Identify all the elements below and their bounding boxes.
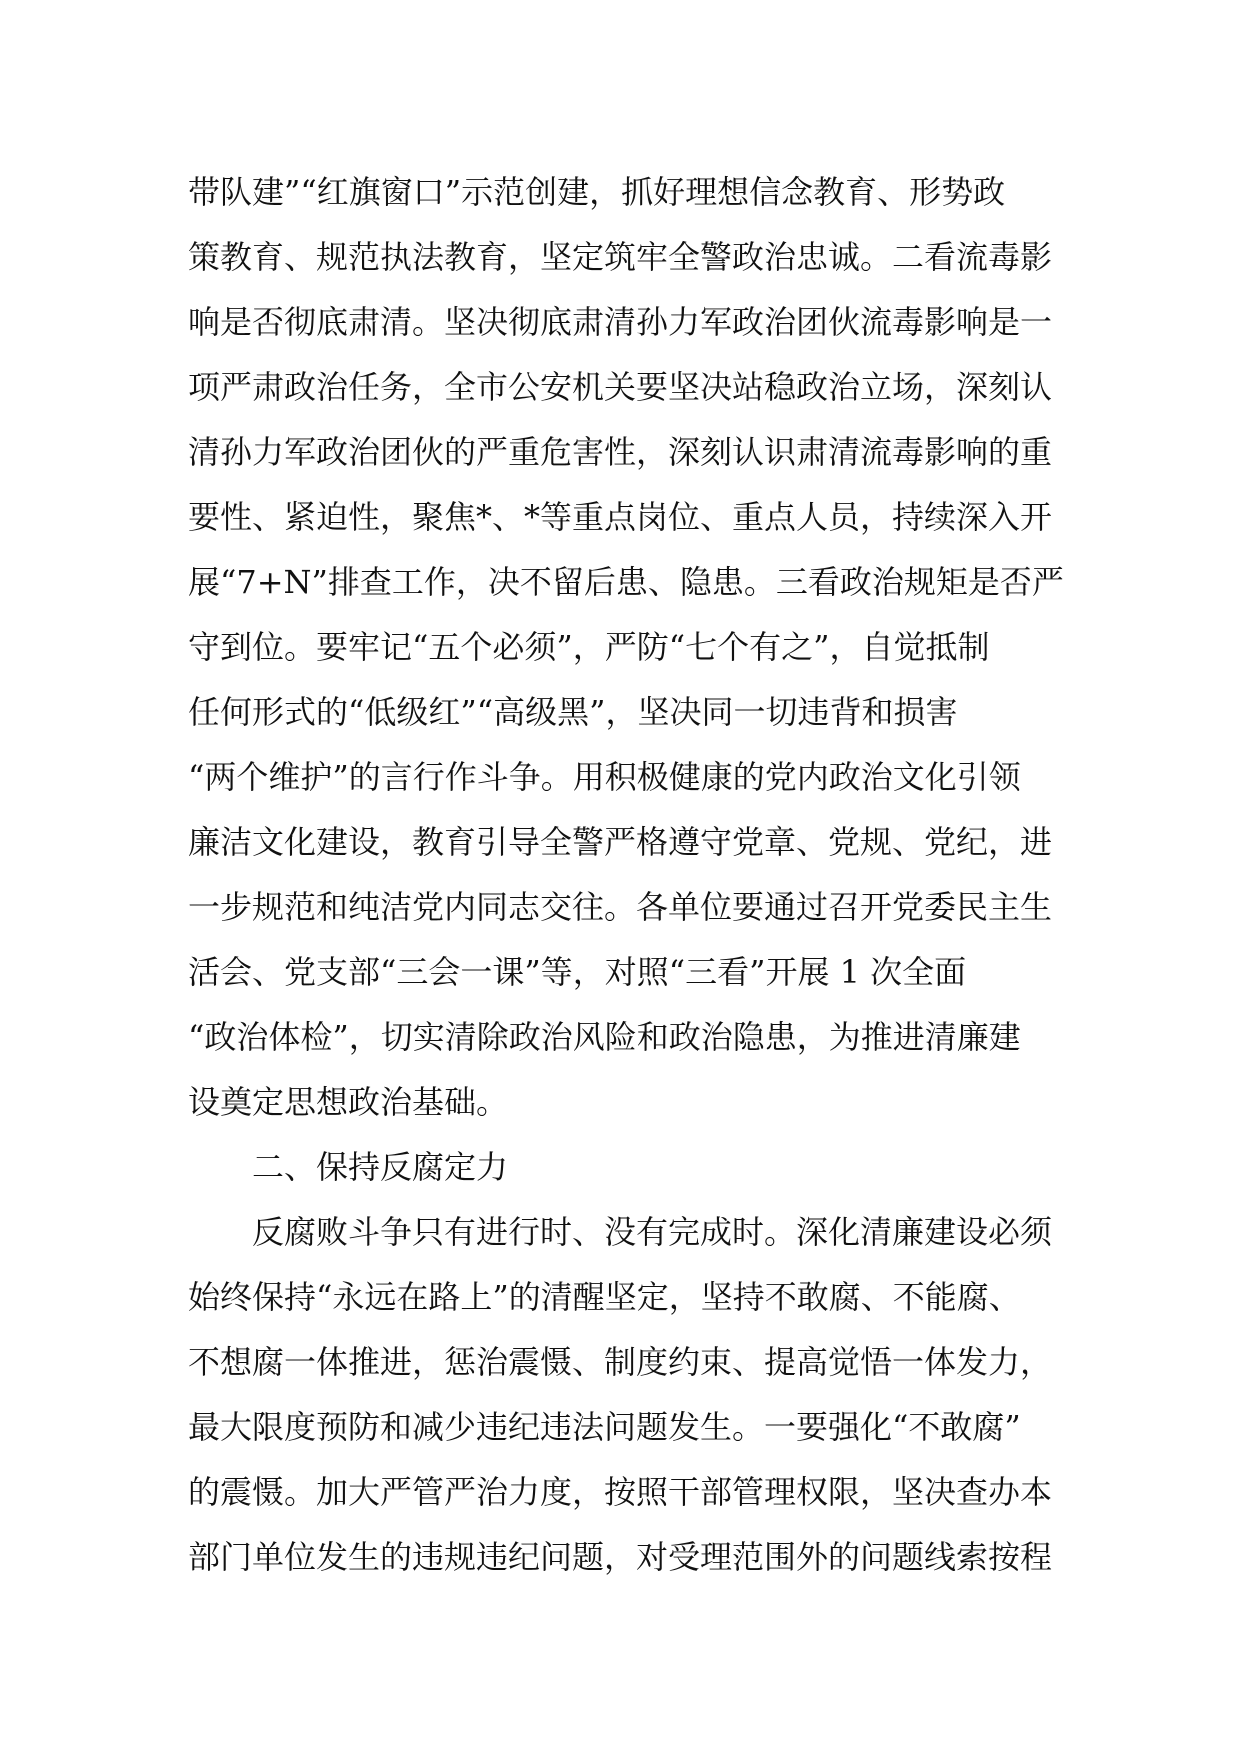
- text-line: 活会、党支部“三会一课”等，对照“三看”开展 1 次全面: [188, 953, 967, 991]
- document-body: [188, 160, 1064, 1590]
- text-line: 部门单位发生的违规违纪问题，对受理范围外的问题线索按程: [188, 1538, 1053, 1576]
- text-line: 任何形式的“低级红”“高级黑”，坚决同一切违背和损害: [188, 693, 958, 731]
- text-line: 廉洁文化建设，教育引导全警严格遵守党章、党规、党纪，进: [188, 823, 1053, 861]
- text-line: “两个维护”的言行作斗争。用积极健康的党内政治文化引领: [188, 758, 1021, 796]
- text-line: 要性、紧迫性，聚焦*、*等重点岗位、重点人员，持续深入开: [188, 498, 1053, 536]
- text-line: 设奠定思想政治基础。: [188, 1083, 509, 1121]
- text-line: 策教育、规范执法教育，坚定筑牢全警政治忠诚。二看流毒影: [188, 238, 1053, 276]
- text-line: 展“7+N”排查工作，决不留后患、隐患。三看政治规矩是否严: [188, 563, 1064, 601]
- text-line: 不想腐一体推进，惩治震慑、制度约束、提高觉悟一体发力，: [188, 1343, 1053, 1381]
- text-line: 反腐败斗争只有进行时、没有完成时。深化清廉建设必须: [252, 1213, 1053, 1251]
- text-line: 项严肃政治任务，全市公安机关要坚决站稳政治立场，深刻认: [188, 368, 1053, 406]
- text-line: “政治体检”，切实清除政治风险和政治隐患，为推进清廉建: [188, 1018, 1021, 1056]
- text-line: 清孙力军政治团伙的严重危害性，深刻认识肃清流毒影响的重: [188, 433, 1053, 471]
- text-line: 响是否彻底肃清。坚决彻底肃清孙力军政治团伙流毒影响是一: [188, 303, 1053, 341]
- section-heading: 二、保持反腐定力: [252, 1148, 509, 1186]
- text-line: 带队建”“红旗窗口”示范创建，抓好理想信念教育、形势政: [188, 173, 1006, 211]
- paragraph-political-inspection: [188, 160, 1064, 1135]
- text-line: 一步规范和纯洁党内同志交往。各单位要通过召开党委民主生: [188, 888, 1053, 926]
- text-line: 守到位。要牢记“五个必须”，严防“七个有之”，自觉抵制: [188, 628, 990, 666]
- text-line: 始终保持“永远在路上”的清醒坚定，坚持不敢腐、不能腐、: [188, 1278, 1021, 1316]
- text-line: 的震慑。加大严管严治力度，按照干部管理权限，坚决查办本: [188, 1473, 1053, 1511]
- text-line: 最大限度预防和减少违纪违法问题发生。一要强化“不敢腐”: [188, 1408, 1021, 1446]
- paragraph-anti-corruption: [188, 1200, 1058, 1590]
